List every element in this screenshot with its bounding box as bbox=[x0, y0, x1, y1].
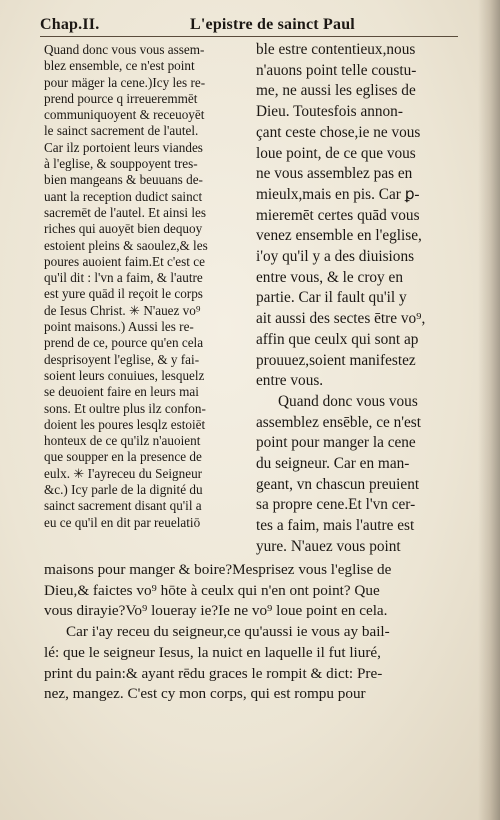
scripture-line: ne vous assemblez pas en bbox=[256, 165, 413, 183]
commentary-line: honteux de ce qu'ilz n'auoient bbox=[44, 433, 201, 449]
scripture-line: ait aussi des sectes ētre vo⁹, bbox=[256, 310, 426, 328]
commentary-line: communiquoyent & receuoyēt bbox=[44, 107, 205, 123]
scripture-line: mieulx,mais en pis. Car ꝑ- bbox=[256, 185, 420, 203]
scripture-line: loue point, de ce que vous bbox=[256, 144, 416, 162]
commentary-line: sainct sacrement disant qu'il a bbox=[44, 498, 202, 514]
commentary-line: estoient pleins & saoulez,& les bbox=[44, 237, 208, 253]
full-width-line: Car i'ay receu du seigneur,ce qu'aussi ie vous ay bail- bbox=[66, 623, 390, 641]
page-spine-shadow bbox=[478, 0, 500, 820]
scripture-line: assemblez ensēble, ce n'est bbox=[256, 413, 422, 431]
commentary-line: soient leurs conuiues, lesquelz bbox=[44, 367, 205, 383]
commentary-line: est yure quād il reçoit le corps bbox=[44, 286, 203, 302]
scripture-line: partie. Car il fault qu'il y bbox=[256, 289, 407, 307]
commentary-line: Quand donc vous vous assem- bbox=[44, 42, 205, 57]
scripture-line: venez ensemble en l'eglise, bbox=[256, 227, 422, 245]
scripture-line: çant ceste chose,ie ne vous bbox=[256, 123, 421, 141]
scripture-line: me, ne aussi les eglises de bbox=[256, 82, 416, 100]
commentary-line: blez ensemble, ce n'est point bbox=[44, 58, 195, 74]
commentary-line: sacremēt de l'autel. Et ainsi les bbox=[44, 204, 207, 220]
page-header bbox=[40, 16, 460, 38]
scripture-line: entre vous, & le croy en bbox=[256, 268, 403, 286]
scripture-line: n'auons point telle coustu- bbox=[256, 61, 417, 79]
commentary-line: poures auoient faim.Et c'est ce bbox=[44, 253, 205, 269]
scripture-line: tes a faim, mais l'autre est bbox=[256, 517, 415, 535]
commentary-line: de Iesus Christ. ✳ N'auez vo⁹ bbox=[44, 302, 201, 318]
full-width-line: print du pain:& ayant rēdu graces le rompit & dict: Pre- bbox=[44, 664, 383, 682]
scripture-line: Dieu. Toutesfois annon- bbox=[256, 103, 403, 121]
scripture-line: entre vous. bbox=[256, 372, 324, 390]
scripture-line: i'oy qu'il y a des diuisions bbox=[256, 248, 415, 266]
commentary-line: se deuoient faire en leurs mai bbox=[44, 384, 199, 400]
full-width-line: maisons pour manger & boire?Mesprisez vous l'eglise de bbox=[44, 561, 392, 578]
running-title: L'epistre de sainct Paul bbox=[190, 16, 355, 33]
commentary-line: riches qui auoyēt bien dequoy bbox=[44, 221, 203, 237]
commentary-line: sons. Et oultre plus ilz confon- bbox=[44, 400, 206, 416]
commentary-line: desprisoyent l'eglise, & y fai- bbox=[44, 351, 200, 367]
commentary-line: eu ce qu'il en dit par reuelatiō bbox=[44, 514, 201, 530]
commentary-line: prend pource q irreueremmēt bbox=[44, 90, 198, 106]
scripture-line: sa propre cene.Et l'vn cer- bbox=[256, 496, 416, 514]
commentary-line: bien mangeans & beuuans de- bbox=[44, 172, 203, 188]
scripture-line: Quand donc vous vous bbox=[278, 392, 418, 410]
commentary-line: doient les poures lesqlz estoiēt bbox=[44, 416, 206, 432]
scripture-line: geant, vn chascun preuient bbox=[256, 475, 420, 493]
commentary-line: pour mäger la cene.)Icy les re- bbox=[44, 74, 206, 90]
full-width-text bbox=[44, 560, 460, 705]
commentary-line: qu'il dit : l'vn a faim, & l'autre bbox=[44, 270, 203, 286]
scripture-line: point pour manger la cene bbox=[256, 434, 416, 452]
scripture-line: ble estre contentieux,nous bbox=[256, 41, 416, 58]
header-rule bbox=[40, 36, 458, 37]
full-width-line: Dieu,& faictes vo⁹ hōte à ceulx qui n'en ont point? Que bbox=[44, 581, 380, 599]
commentary-line: à l'eglise, & souppoyent tres- bbox=[44, 156, 198, 172]
scripture-line: prouuez,soient manifestez bbox=[256, 351, 416, 369]
scripture-column bbox=[256, 40, 462, 558]
commentary-column bbox=[44, 42, 250, 531]
commentary-line: que soupper en la presence de bbox=[44, 449, 202, 465]
commentary-line: eulx. ✳ I'ayreceu du Seigneur bbox=[44, 465, 203, 481]
scripture-line: du seigneur. Car en man- bbox=[256, 455, 410, 473]
commentary-line: &c.) Icy parle de la dignité du bbox=[44, 482, 203, 498]
full-width-line: nez, mangez. C'est cy mon corps, qui est rompu pour bbox=[44, 685, 366, 703]
scripture-line: yure. N'auez vous point bbox=[256, 537, 401, 555]
chapter-label: Chap.II. bbox=[40, 16, 100, 33]
full-width-line: vous dirayie?Vo⁹ loueray ie?Ie ne vo⁹ loue point en cela. bbox=[44, 602, 388, 620]
scripture-line: affin que ceulx qui sont ap bbox=[256, 330, 419, 348]
commentary-line: point maisons.) Aussi les re- bbox=[44, 319, 194, 335]
commentary-line: Car ilz portoient leurs viandes bbox=[44, 139, 203, 155]
commentary-line: prend de ce, pource qu'en cela bbox=[44, 335, 204, 351]
scripture-line: mieremēt certes quād vous bbox=[256, 206, 420, 224]
full-width-line: lé: que le seigneur Iesus, la nuict en laquelle il fut liuré, bbox=[44, 643, 381, 661]
commentary-line: le sainct sacrement de l'autel. bbox=[44, 123, 199, 139]
commentary-line: uant la reception dudict sainct bbox=[44, 188, 203, 204]
